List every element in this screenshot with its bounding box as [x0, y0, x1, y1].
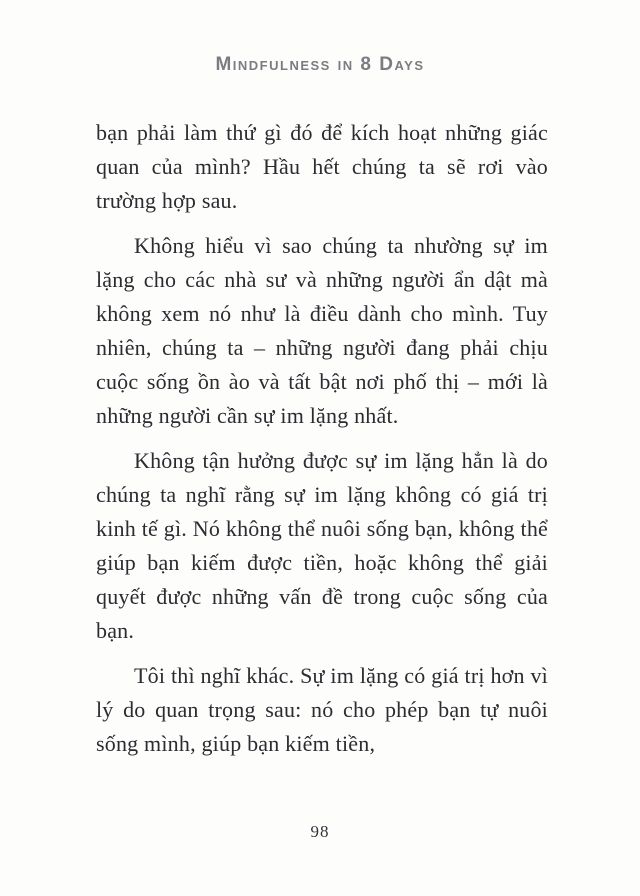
body-paragraph: Không hiểu vì sao chúng ta nhường sự im lặng cho các nhà sư và những người ẩn dật mà không xem nó như là điều dành cho mình. Tuy nhiên, chúng ta – những người đang phải chịu cuộc sống ồn ào và tất bật nơi phố thị – mới là những người cần sự im lặng nhất. [96, 233, 548, 428]
page-number: 98 [310, 822, 330, 841]
running-header: Mindfulness in 8 Days [215, 54, 425, 75]
body-paragraph: Tôi thì nghĩ khác. Sự im lặng có giá trị hơn vì lý do quan trọng sau: nó cho phép bạn tự nuôi sống mình, giúp bạn kiếm tiền, [96, 663, 548, 756]
page-body [96, 116, 548, 772]
body-paragraph: bạn phải làm thứ gì đó để kích hoạt những giác quan của mình? Hầu hết chúng ta sẽ rơi vào trường hợp sau. [96, 120, 548, 213]
body-paragraph: Không tận hưởng được sự im lặng hẳn là do chúng ta nghĩ rằng sự im lặng không có giá trị kinh tế gì. Nó không thể nuôi sống bạn, không thể giúp bạn kiếm được tiền, hoặc không thể giải quyết được những vấn đề trong cuộc sống của bạn. [96, 448, 548, 643]
